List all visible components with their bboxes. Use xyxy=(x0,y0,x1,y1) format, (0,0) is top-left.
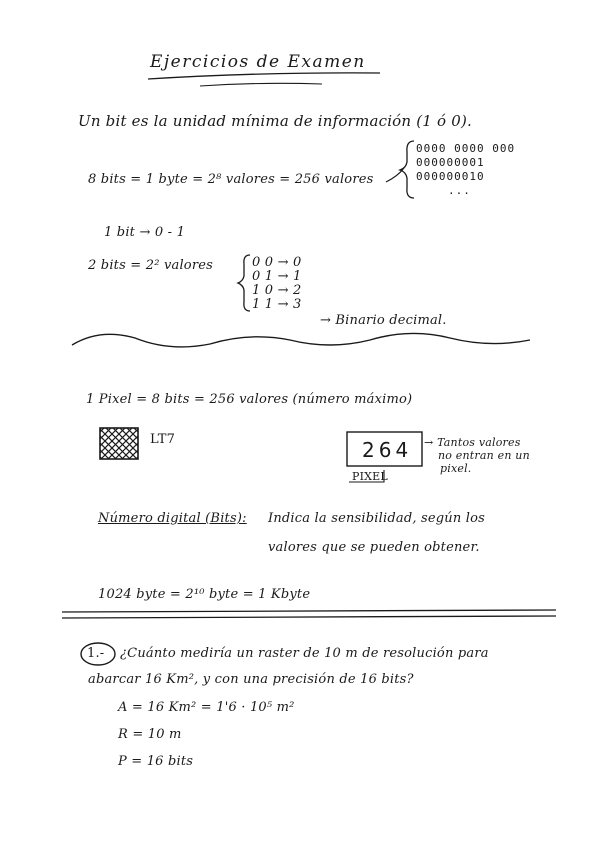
exercise-question-1: ¿Cuánto mediría un raster de 10 m de resolución para xyxy=(120,646,489,661)
exercise-question-2: abarcar 16 Km², y con una precisión de 16 bits? xyxy=(88,672,414,687)
two-bit-row-1: 0 0 → 0 xyxy=(252,255,302,270)
given-area: A = 16 Km² = 1'6 · 10⁵ m² xyxy=(118,700,295,715)
exercise-number: 1.- xyxy=(87,646,105,661)
one-bit-line: 1 bit → 0 - 1 xyxy=(104,225,186,240)
given-precision: P = 16 bits xyxy=(118,754,194,769)
two-bits-line: 2 bits = 2² valores xyxy=(88,258,214,273)
given-resolution: R = 10 m xyxy=(118,727,182,742)
page-title: Ejercicios de Examen xyxy=(150,52,366,72)
lt7-label: LT7 xyxy=(150,432,176,447)
binario-decimal-note: → Binario decimal. xyxy=(320,313,447,328)
binary-row-3: 000000010 xyxy=(416,170,485,183)
byte-line: 8 bits = 1 byte = 2⁸ valores = 256 valores xyxy=(88,172,374,187)
pixel-box-value: 264 xyxy=(362,438,413,462)
pixel-note-3: pixel. xyxy=(440,462,472,475)
numero-digital-label: Número digital (Bits): xyxy=(98,511,247,526)
two-bit-row-4: 1 1 → 3 xyxy=(252,297,302,312)
binary-row-1: 0000 0000 000 xyxy=(416,142,516,155)
numero-digital-text-1: Indica la sensibilidad, según los xyxy=(268,511,486,526)
bit-definition: Un bit es la unidad mínima de información (1 ó 0). xyxy=(78,112,472,130)
binary-row-2: 000000001 xyxy=(416,156,485,169)
two-bit-row-2: 0 1 → 1 xyxy=(252,269,302,284)
pixel-box-label: PIXEL xyxy=(352,470,388,483)
kbyte-line: 1024 byte = 2¹⁰ byte = 1 Kbyte xyxy=(98,587,311,602)
binary-ellipsis: ... xyxy=(448,184,471,197)
two-bit-row-3: 1 0 → 2 xyxy=(252,283,302,298)
pixel-note-2: no entran en un xyxy=(438,449,530,462)
pixel-line: 1 Pixel = 8 bits = 256 valores (número máximo) xyxy=(86,392,413,407)
numero-digital-text-2: valores que se pueden obtener. xyxy=(268,540,480,555)
pixel-note-1: → Tantos valores xyxy=(424,436,521,449)
